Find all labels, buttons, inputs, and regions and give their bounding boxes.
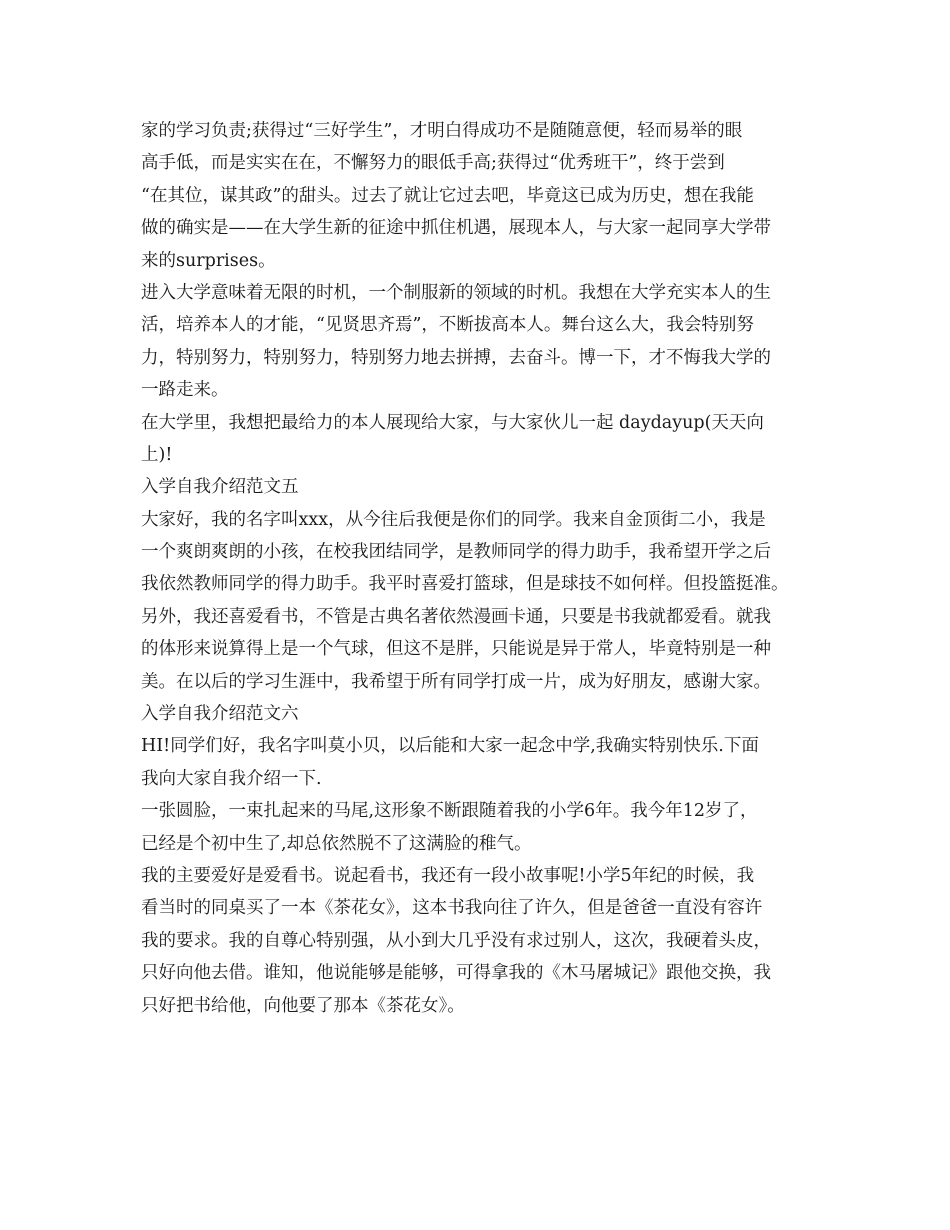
text-line: 进入大学意味着无限的时机，一个制服新的领域的时机。我想在大学充实本人的生	[141, 282, 771, 303]
text-line: 只好向他去借。谁知，他说能够是能够，可得拿我的《木马屠城记》跟他交换，我	[141, 963, 771, 984]
text-line: 高手低，而是实实在在，不懈努力的眼低手高;获得过“优秀班干”，终于尝到	[141, 153, 725, 174]
text-line: 一路走来。	[141, 380, 229, 401]
text-line: 在大学里，我想把最给力的本人展现给大家，与大家伙儿一起 daydayup(天天向	[141, 412, 764, 433]
text-line: “在其位，谋其政”的甜头。过去了就让它过去吧，毕竟这已成为历史，想在我能	[141, 185, 754, 206]
text-line: 一个爽朗爽朗的小孩，在校我团结同学，是教师同学的得力助手，我希望开学之后	[141, 542, 771, 563]
text-line: 活，培养本人的才能，“见贤思齐焉”，不断拔高本人。舞台这么大，我会特别努	[141, 315, 754, 336]
text-line: 只好把书给他，向他要了那本《茶花女》。	[141, 995, 465, 1016]
document-body	[141, 115, 831, 1022]
text-line: 的体形来说算得上是一个气球，但这不是胖，只能说是异于常人，毕竟特别是一种	[141, 639, 771, 660]
text-line: 已经是个初中生了,却总依然脱不了这满脸的稚气。	[141, 833, 532, 854]
section-heading: 入学自我介绍范文五	[141, 477, 299, 498]
text-line: 我的要求。我的自尊心特别强，从小到大几乎没有求过别人，这次，我硬着头皮，	[141, 930, 771, 951]
text-line: 做的确实是——在大学生新的征途中抓住机遇，展现本人，与大家一起同享大学带	[141, 218, 771, 239]
text-line: 大家好，我的名字叫xxx，从今往后我便是你们的同学。我来自金顶街二小，我是	[141, 509, 766, 530]
text-line: 来的surprises。	[141, 250, 276, 271]
text-line: 我的主要爱好是爱看书。说起看书，我还有一段小故事呢!小学5年纪的时候，我	[141, 865, 755, 886]
text-line: 上)!	[141, 444, 173, 465]
text-line: 力，特别努力，特别努力，特别努力地去拼搏，去奋斗。博一下，才不悔我大学的	[141, 347, 771, 368]
text-line: HI!同学们好，我名字叫莫小贝，以后能和大家一起念中学,我确实特别快乐.下面	[141, 736, 759, 757]
text-line: 一张圆脸，一束扎起来的马尾,这形象不断跟随着我的小学6年。我今年12岁了，	[141, 801, 758, 822]
text-line: 我向大家自我介绍一下.	[141, 768, 322, 789]
text-line: 我依然教师同学的得力助手。我平时喜爱打篮球，但是球技不如何样。但投篮挺准。	[141, 574, 789, 595]
text-line: 看当时的同桌买了一本《茶花女》，这本书我向往了许久，但是爸爸一直没有容许	[141, 898, 763, 919]
section-heading: 入学自我介绍范文六	[141, 704, 299, 725]
text-line: 家的学习负责;获得过“三好学生”，才明白得成功不是随随意便，轻而易举的眼	[141, 121, 743, 141]
text-line: 美。在以后的学习生涯中，我希望于所有同学打成一片，成为好朋友，感谢大家。	[141, 671, 771, 692]
text-line: 另外，我还喜爱看书，不管是古典名著依然漫画卡通，只要是书我就都爱看。就我	[141, 606, 771, 627]
